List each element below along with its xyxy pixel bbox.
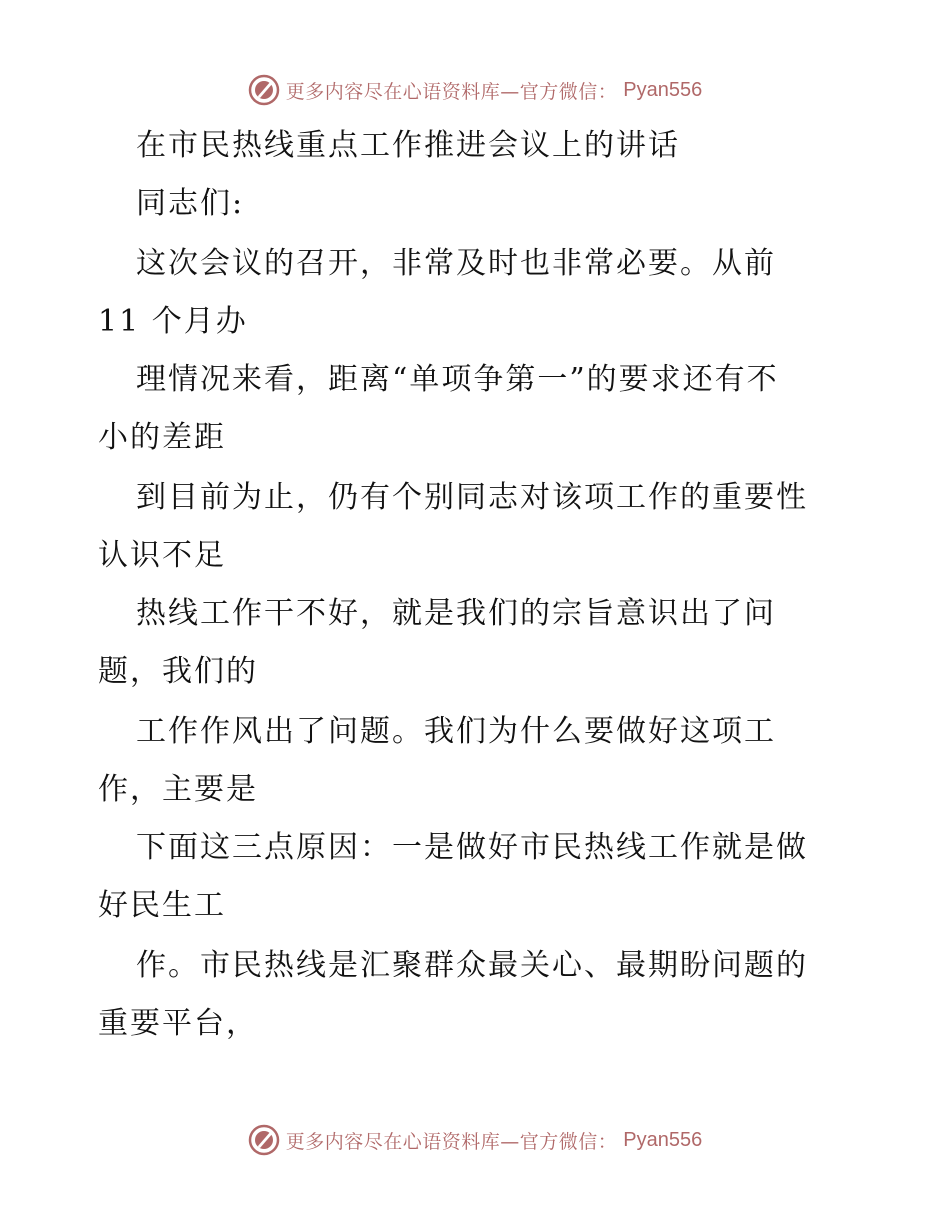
paragraph-line: 题，我们的 <box>98 654 258 689</box>
paragraph-line: 作，主要是 <box>98 772 258 807</box>
paragraph-line: 小的差距 <box>98 420 226 455</box>
document-title: 在市民热线重点工作推进会议上的讲话 <box>136 128 680 163</box>
quill-pen-circle-icon <box>248 1124 280 1156</box>
paragraph-line: 这次会议的召开，非常及时也非常必要。从前 <box>136 246 776 281</box>
footer-watermark <box>0 1120 950 1160</box>
watermark-wechat-id: Pyan556 <box>623 78 703 101</box>
paragraph-line: 热线工作干不好，就是我们的宗旨意识出了问 <box>136 596 776 631</box>
paragraph-line: 作。市民热线是汇聚群众最关心、最期盼问题的 <box>136 948 808 983</box>
paragraph-line: 到目前为止，仍有个别同志对该项工作的重要性 <box>136 480 808 515</box>
paragraph-line: 好民生工 <box>98 888 226 923</box>
quill-pen-circle-icon <box>248 74 280 106</box>
paragraph-line: 理情况来看，距离“单项争第一”的要求还有不 <box>136 362 779 397</box>
paragraph-line: 重要平台， <box>98 1006 258 1041</box>
watermark-text: 更多内容尽在心语资料库—官方微信： <box>285 80 618 103</box>
watermark-text: 更多内容尽在心语资料库—官方微信： <box>285 1130 618 1153</box>
watermark-wechat-id: Pyan556 <box>623 1128 703 1151</box>
header-watermark <box>0 70 950 110</box>
paragraph-line: 11 个月办 <box>98 304 248 339</box>
paragraph-line: 下面这三点原因：一是做好市民热线工作就是做 <box>136 830 808 865</box>
paragraph-line: 工作作风出了问题。我们为什么要做好这项工 <box>136 714 776 749</box>
salutation: 同志们: <box>136 186 245 221</box>
paragraph-line: 认识不足 <box>98 538 226 573</box>
